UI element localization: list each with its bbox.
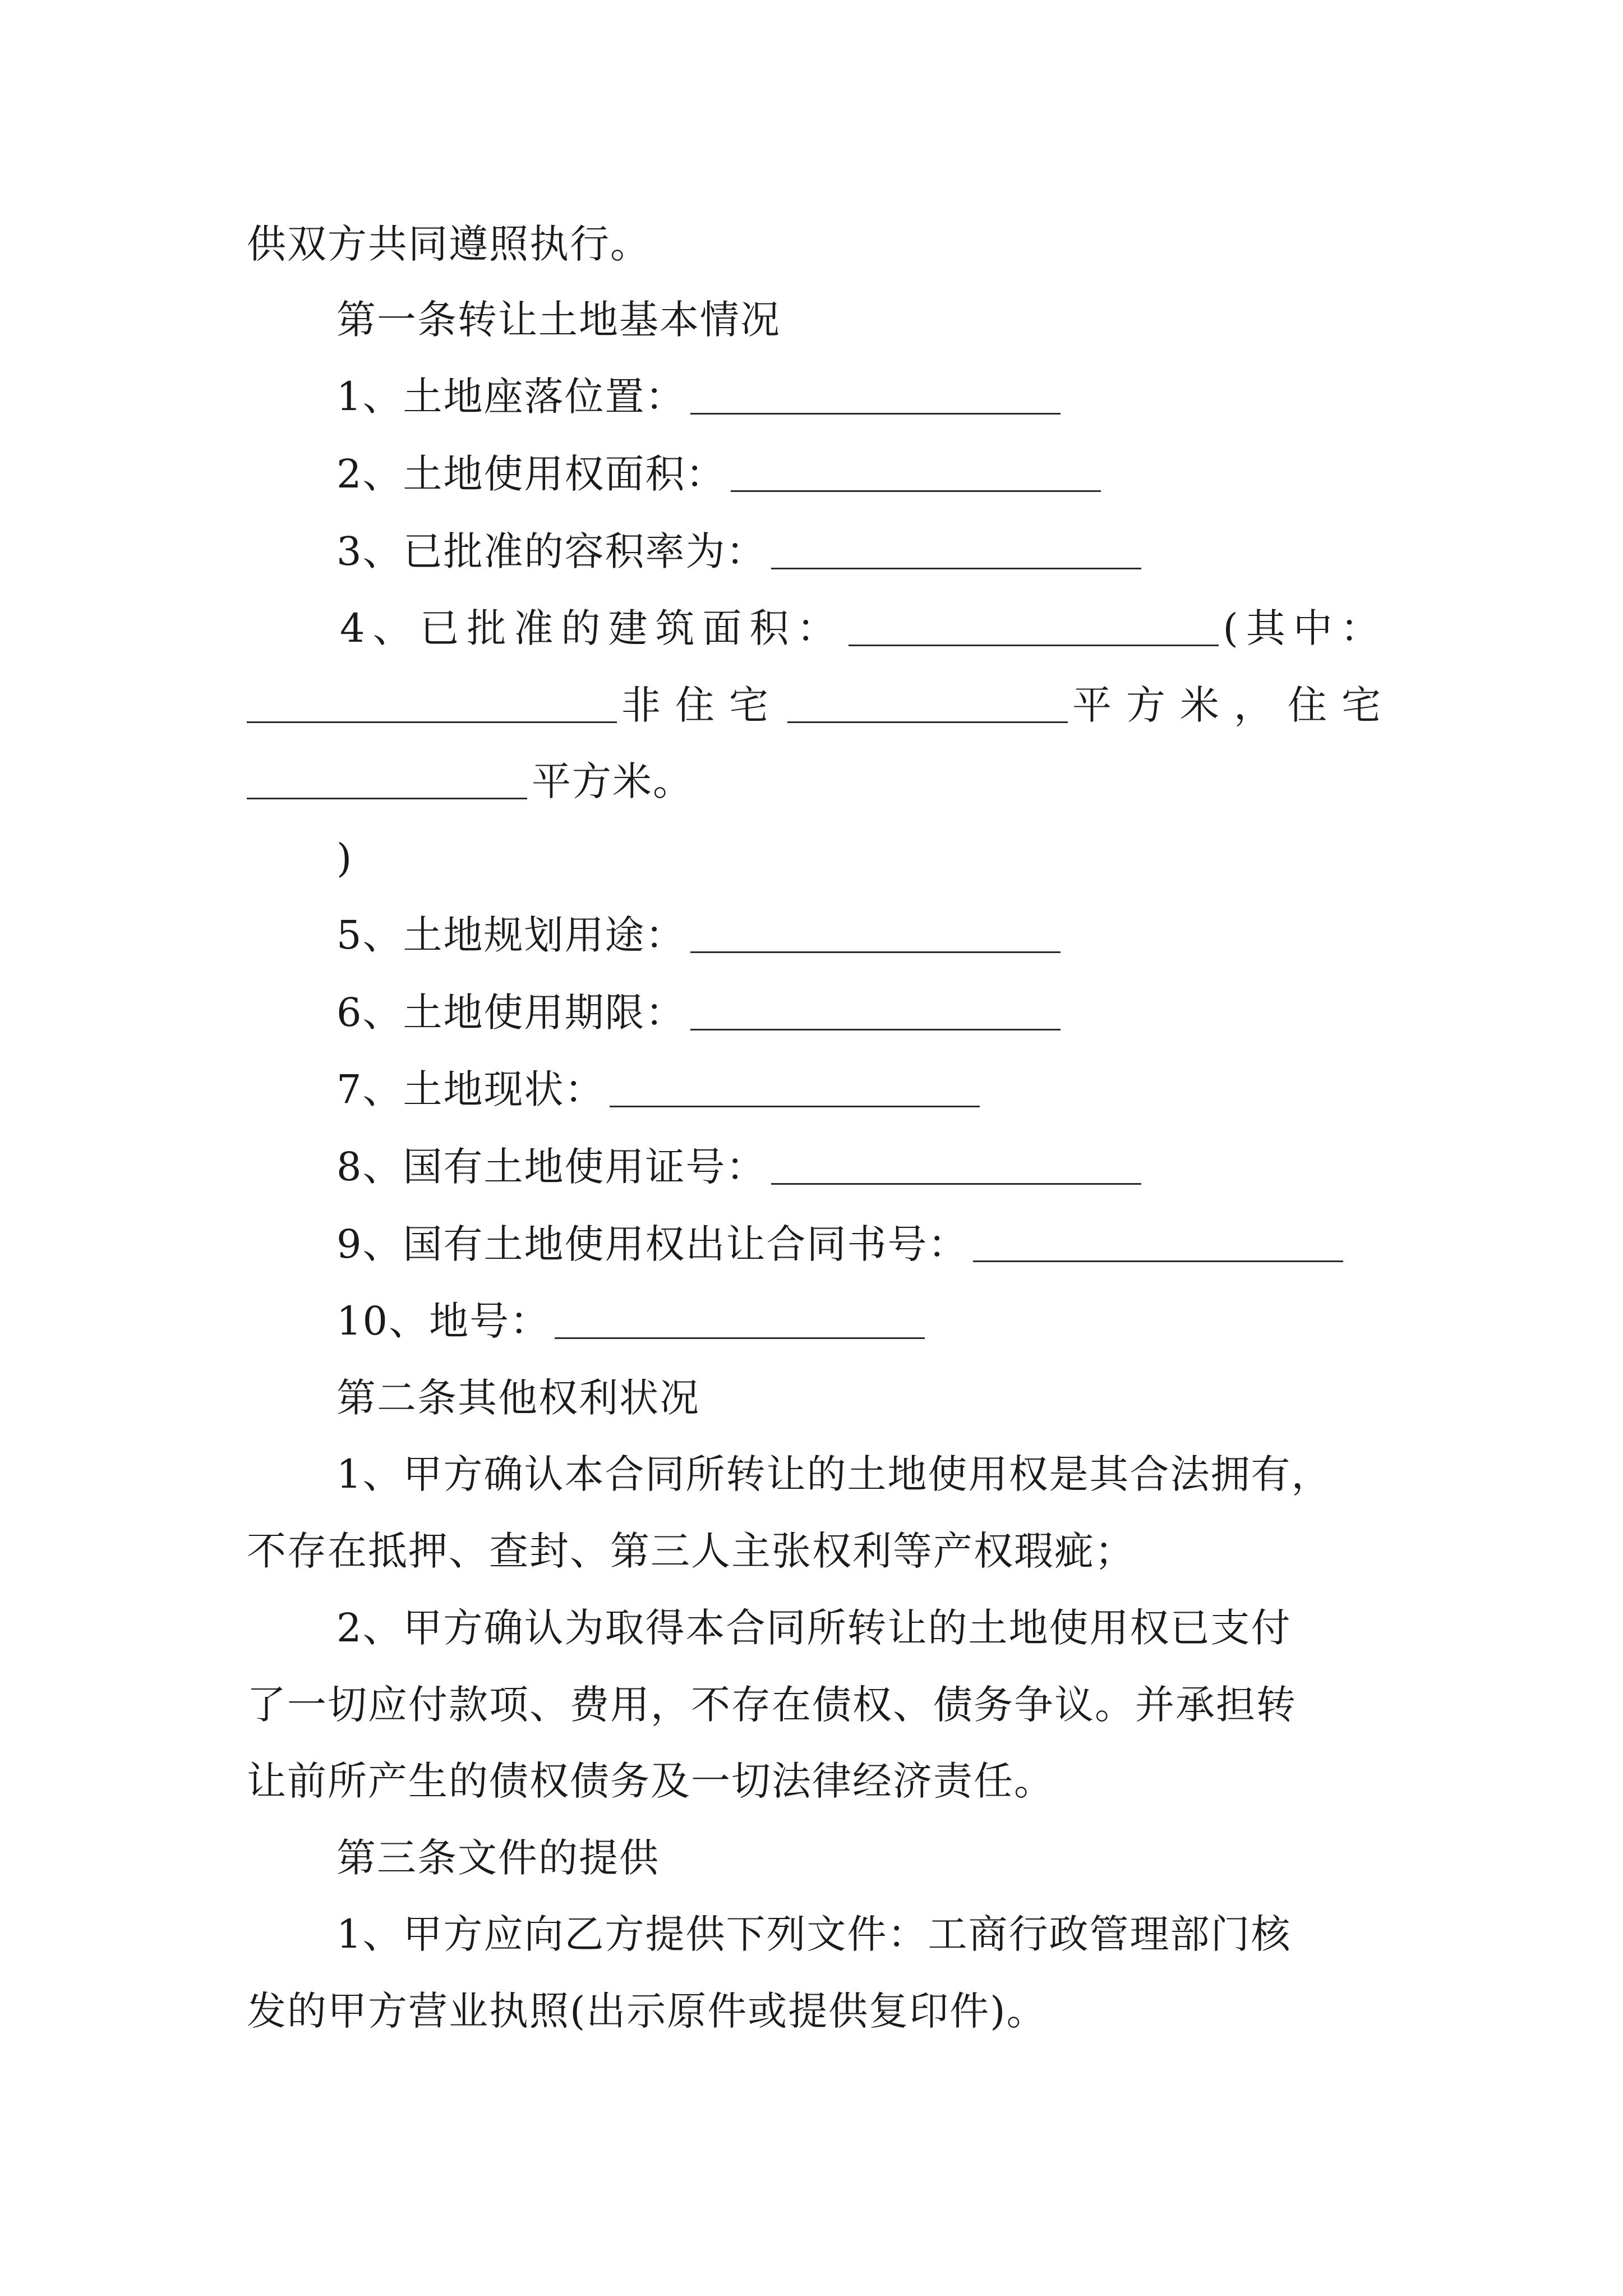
text-line: 不存在抵押、查封、第三人主张权利等产权瑕疵； (247, 1528, 1135, 1574)
field-label: 7、土地现状： (336, 1066, 605, 1112)
field-land-location (336, 374, 1065, 420)
field-residential-area (247, 758, 693, 804)
field-label: 10、地号： (336, 1298, 551, 1344)
field-plot-ratio (336, 528, 1146, 574)
field-label: 8、国有土地使用证号： (336, 1144, 767, 1190)
field-building-breakdown (247, 682, 1395, 728)
field-label: 3、已批准的容积率为： (336, 528, 767, 574)
fill-blank (771, 1149, 1141, 1185)
article-2-heading: 第二条其他权利状况 (336, 1375, 700, 1421)
field-building-area (340, 605, 1387, 651)
fill-blank (973, 1227, 1343, 1262)
fill-blank (731, 457, 1101, 492)
fill-blank (771, 534, 1141, 569)
text-line: 1、甲方确认本合同所转让的土地使用权是其合法拥有， (336, 1451, 1332, 1497)
text-line: 供双方共同遵照执行。 (247, 221, 651, 267)
text-line: 了一切应付款项、费用，不存在债权、债务争议。并承担转 (247, 1682, 1297, 1728)
fill-blank (849, 611, 1219, 646)
field-label: 9、国有土地使用权出让合同书号： (336, 1221, 969, 1267)
fill-blank (787, 688, 1068, 723)
field-lot-no (336, 1298, 929, 1344)
text-fragment: (其中： (1223, 605, 1387, 651)
article-1-heading: 第一条转让土地基本情况 (336, 297, 781, 343)
fill-blank (690, 995, 1061, 1030)
article-3-heading: 第三条文件的提供 (336, 1835, 660, 1881)
fill-blank (690, 918, 1061, 953)
text-fragment: 平方米，住宅 (1072, 682, 1395, 728)
text-fragment: 平方米。 (532, 758, 693, 804)
text-line: 1、甲方应向乙方提供下列文件：工商行政管理部门核 (336, 1911, 1292, 1957)
field-land-status (336, 1066, 984, 1112)
text-line: 2、甲方确认为取得本合同所转让的土地使用权已支付 (336, 1605, 1292, 1651)
field-contract-no (336, 1221, 1348, 1267)
field-land-term (336, 990, 1065, 1036)
field-land-certificate-no (336, 1144, 1146, 1190)
fill-blank (610, 1072, 980, 1107)
fill-blank (690, 379, 1061, 415)
field-label: 2、土地使用权面积： (336, 451, 726, 497)
closing-parenthesis: ) (336, 835, 353, 881)
text-line: 发的甲方营业执照(出示原件或提供复印件)。 (247, 1988, 1047, 2034)
field-land-use (336, 912, 1065, 958)
field-label: 1、土地座落位置： (336, 374, 686, 420)
field-label: 4、已批准的建筑面积： (340, 605, 844, 651)
text-fragment: 非住宅 (621, 682, 783, 728)
fill-blank (247, 764, 527, 799)
fill-blank (247, 688, 617, 723)
fill-blank (555, 1304, 925, 1339)
text-line: 让前所产生的债权债务及一切法律经济责任。 (247, 1758, 1054, 1804)
field-land-area (336, 451, 1105, 497)
field-label: 5、土地规划用途： (336, 912, 686, 958)
field-label: 6、土地使用期限： (336, 990, 686, 1036)
